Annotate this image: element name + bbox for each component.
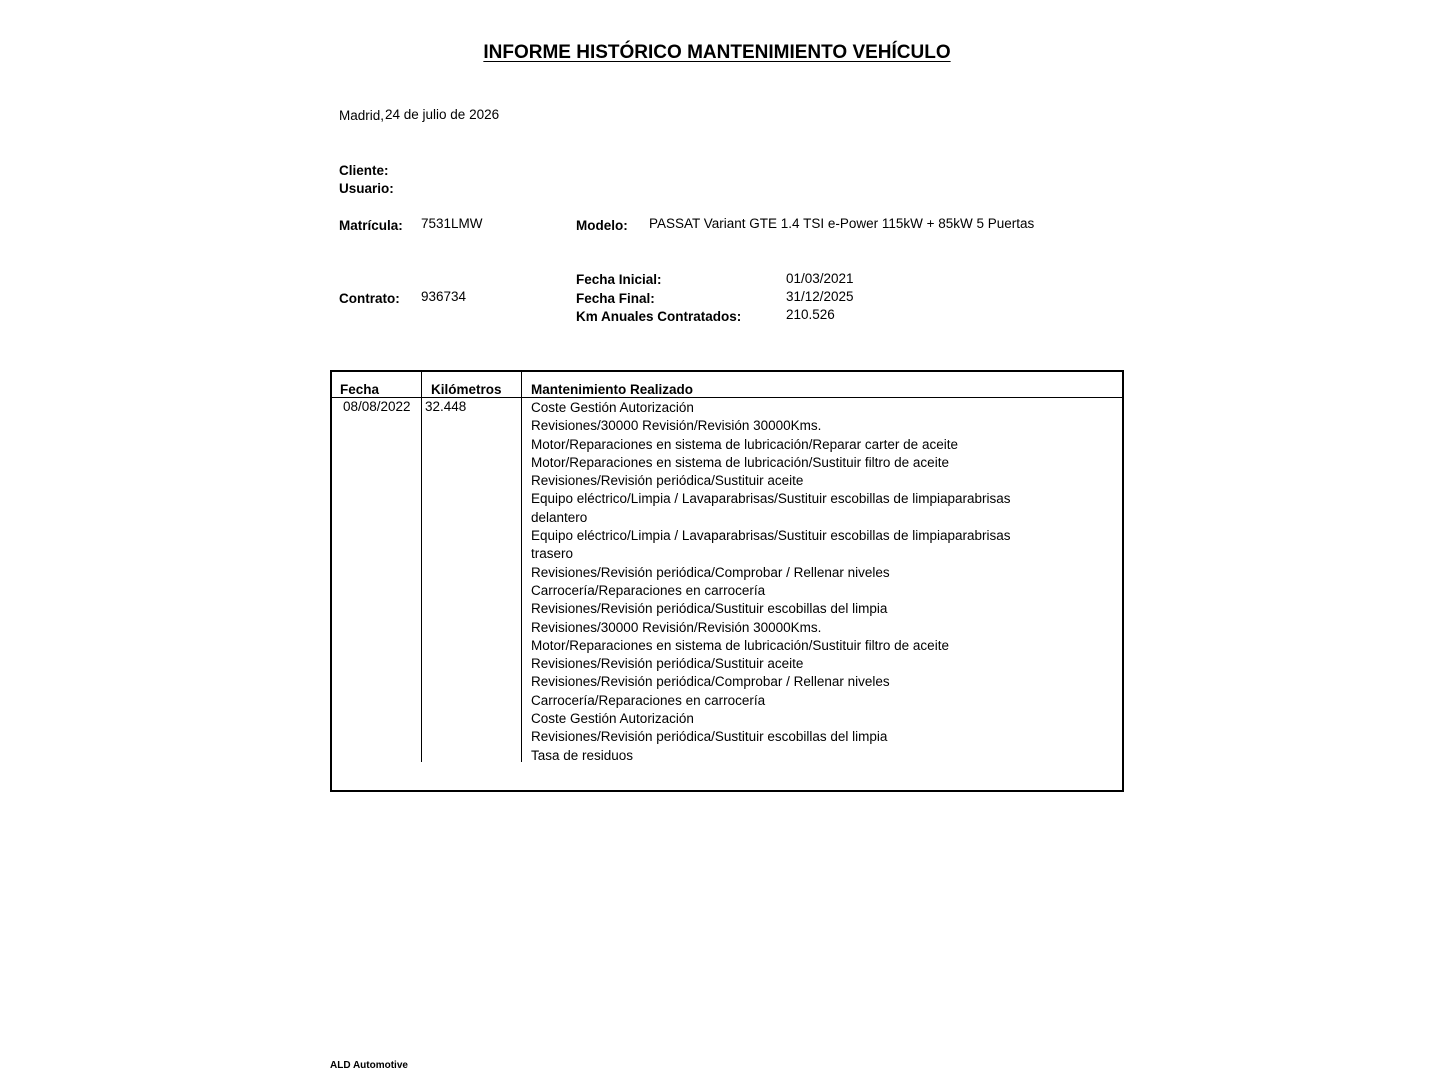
column-header-mantenimiento: Mantenimiento Realizado	[531, 382, 694, 397]
fecha-inicial-value: 01/03/2021	[786, 271, 854, 286]
document-city: Madrid,	[339, 108, 385, 123]
contrato-label: Contrato:	[339, 291, 400, 306]
list-item: Motor/Reparaciones en sistema de lubricación/Reparar carter de aceite	[531, 436, 958, 452]
list-item: Revisiones/Revisión periódica/Sustituir escobillas del limpia	[531, 601, 888, 617]
list-item: Carrocería/Reparaciones en carrocería	[531, 582, 766, 598]
modelo-label: Modelo:	[576, 218, 628, 233]
km-anuales-value: 210.526	[786, 307, 835, 322]
list-item: Revisiones/Revisión periódica/Sustituir aceite	[531, 656, 804, 672]
list-item: Revisiones/30000 Revisión/Revisión 30000Kms.	[531, 619, 822, 635]
list-item: Revisiones/Revisión periódica/Comprobar / Rellenar niveles	[531, 564, 890, 580]
list-item: Coste Gestión Autorización	[531, 400, 694, 415]
fecha-final-value: 31/12/2025	[786, 289, 854, 304]
fecha-final-label: Fecha Final:	[576, 291, 655, 306]
document-date: 24 de julio de 2026	[385, 107, 500, 122]
column-header-kilometros: Kilómetros	[431, 382, 502, 397]
fecha-inicial-label: Fecha Inicial:	[576, 272, 662, 287]
list-item: Carrocería/Reparaciones en carrocería	[531, 692, 766, 708]
list-item: Equipo eléctrico/Limpia / Lavaparabrisas/Sustituir escobillas de limpiaparabrisas	[531, 528, 1011, 544]
cliente-label: Cliente:	[339, 163, 389, 178]
list-item: Equipo eléctrico/Limpia / Lavaparabrisas/Sustituir escobillas de limpiaparabrisas	[531, 491, 1011, 507]
maintenance-table	[330, 370, 1124, 792]
list-item: Revisiones/Revisión periódica/Comprobar / Rellenar niveles	[531, 674, 890, 690]
table-row-km: 32.448	[425, 399, 467, 414]
list-item: Revisiones/Revisión periódica/Sustituir escobillas del limpia	[531, 729, 888, 745]
footer-company: ALD Automotive	[330, 1060, 408, 1071]
list-item: Motor/Reparaciones en sistema de lubricación/Sustituir filtro de aceite	[531, 454, 949, 470]
list-item: trasero	[531, 546, 574, 562]
header-divider	[332, 397, 1122, 398]
column-divider-2	[521, 372, 522, 762]
modelo-value: PASSAT Variant GTE 1.4 TSI e-Power 115kW + 85kW 5 Puertas	[649, 216, 1035, 231]
column-header-fecha: Fecha	[340, 382, 380, 397]
column-divider-1	[421, 372, 422, 762]
table-row-fecha: 08/08/2022	[343, 399, 411, 414]
list-item: Revisiones/30000 Revisión/Revisión 30000Kms.	[531, 418, 822, 434]
matricula-value: 7531LMW	[421, 216, 483, 231]
contrato-value: 936734	[421, 289, 467, 304]
list-item: Revisiones/Revisión periódica/Sustituir aceite	[531, 473, 804, 489]
list-item: Coste Gestión Autorización	[531, 711, 694, 727]
usuario-label: Usuario:	[339, 181, 394, 196]
matricula-label: Matrícula:	[339, 218, 403, 233]
maintenance-items-list	[531, 399, 1011, 765]
km-anuales-label: Km Anuales Contratados:	[576, 309, 742, 324]
list-item: Motor/Reparaciones en sistema de lubricación/Sustituir filtro de aceite	[531, 637, 949, 653]
list-item: Tasa de residuos	[531, 747, 634, 763]
list-item: delantero	[531, 509, 588, 525]
document-title: INFORME HISTÓRICO MANTENIMIENTO VEHÍCULO	[483, 42, 951, 63]
